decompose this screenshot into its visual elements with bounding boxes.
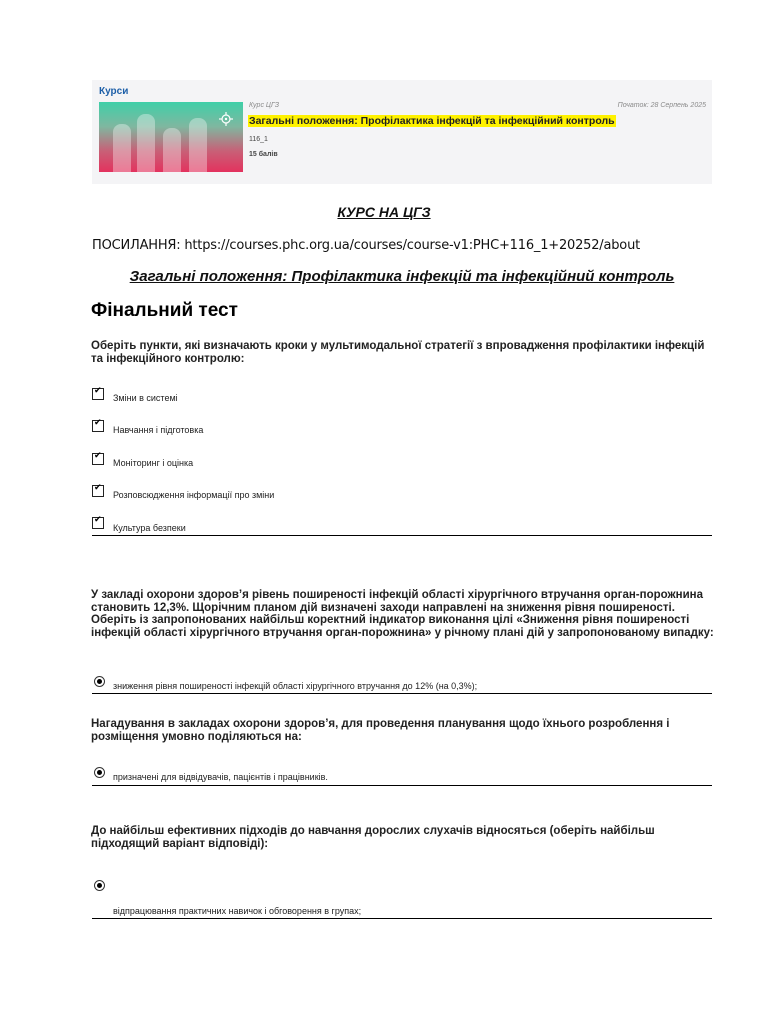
option-label: призначені для відвідувачів, пацієнтів і працівників. <box>113 772 328 782</box>
option-label: Зміни в системі <box>113 393 178 403</box>
divider <box>92 693 712 694</box>
divider <box>92 785 712 786</box>
course-start-date: Початок: 28 Серпень 2025 <box>617 102 706 109</box>
option-label: зниження рівня поширеності інфекцій області хірургічного втручання до 12% (на 0,3%); <box>113 681 478 691</box>
course-banner[interactable] <box>92 80 712 184</box>
question-4-text: До найбільш ефективних підходів до навчання дорослих слухачів відносяться (оберіть найбільш підходящий варіант відповіді): <box>91 825 655 850</box>
selected-radio-icon[interactable] <box>94 676 105 687</box>
option-label: відпрацювання практичних навичок і обговорення в групах; <box>113 906 362 916</box>
banner-section-title: Курси <box>99 86 129 97</box>
course-title: Загальні положення: Профілактика інфекцій та інфекційний контроль <box>129 268 675 285</box>
divider <box>92 918 712 919</box>
question-1-text: Оберіть пункти, які визначають кроки у мультимодальної стратегії з впровадження профілактики інфекцій та інфекційного контролю: <box>91 340 705 365</box>
checked-checkbox-icon[interactable] <box>92 388 104 400</box>
selected-radio-icon[interactable] <box>94 880 105 891</box>
option-label: Навчання і підготовка <box>113 425 204 435</box>
course-heading: КУРС НА ЦГЗ <box>337 204 431 220</box>
question-2-text: У закладі охорони здоров’я рівень поширеності інфекцій області хірургічного втручання орган-порожнина становить 12,3%. Щорічним планом дій визначені заходи направлені на зниження рівня поширеності. Оберіть із запропонованих найбільш коректний індикатор виконання цілі «Зниження рівня поширеності інфекцій області хірургічного втручання орган-порожнина» у річному плані дій у запропонованому випадку: <box>91 589 714 639</box>
target-logo-icon <box>219 112 233 126</box>
course-code: 116_1 <box>249 136 268 143</box>
divider <box>92 535 712 536</box>
option-label: Культура безпеки <box>113 523 186 533</box>
option-label: Моніторинг і оцінка <box>113 458 194 468</box>
checked-checkbox-icon[interactable] <box>92 420 104 432</box>
selected-radio-icon[interactable] <box>94 767 105 778</box>
checked-checkbox-icon[interactable] <box>92 485 104 497</box>
course-name-link[interactable]: Загальні положення: Профілактика інфекцій та інфекційний контроль <box>249 115 615 127</box>
checked-checkbox-icon[interactable] <box>92 453 104 465</box>
question-3-text: Нагадування в закладах охорони здоров’я, для проведення планування щодо їхнього розроблення і розміщення умовно поділяються на: <box>91 718 670 743</box>
final-test-title: Фінальний тест <box>91 300 238 321</box>
course-provider: Курс ЦГЗ <box>249 102 279 109</box>
checked-checkbox-icon[interactable] <box>92 517 104 529</box>
course-thumbnail <box>99 102 243 172</box>
option-label: Розповсюдження інформації про зміни <box>113 490 275 500</box>
course-link[interactable]: ПОСИЛАННЯ: https://courses.phc.org.ua/courses/course-v1:PHC+116_1+20252/about <box>92 238 640 253</box>
course-points: 15 балів <box>249 151 278 158</box>
